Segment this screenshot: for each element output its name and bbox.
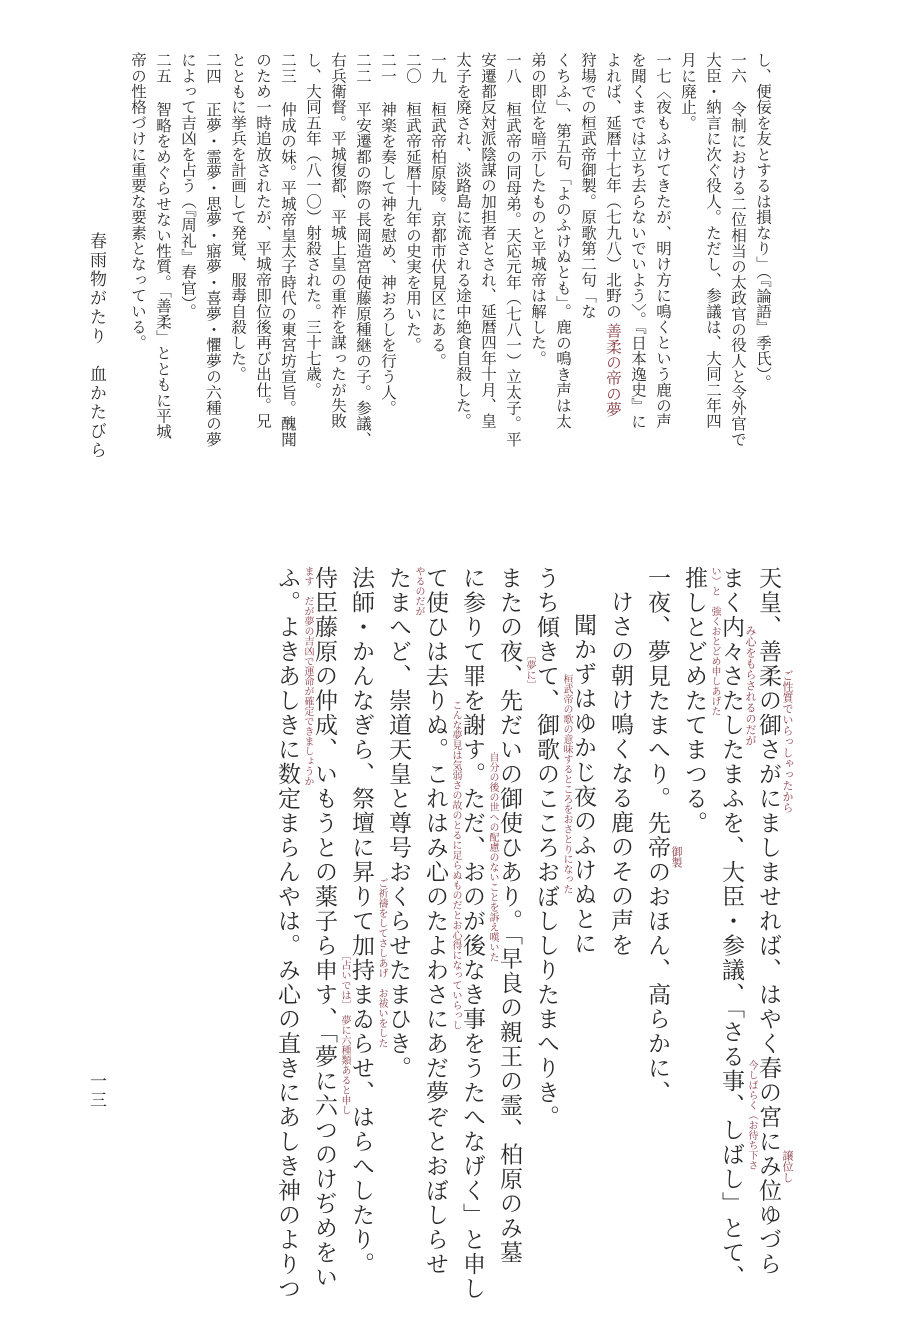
note-line: とともに挙兵を計画して発覚、服毒自殺した。 [229,52,247,382]
main-line: 推しとどめたてまつる。 [681,566,707,836]
note-line: 安遷都反対派陰謀の加担者とされ、延暦四年十月、皇 [479,52,497,429]
gloss: やるのだが [413,566,424,616]
running-head-title: 春雨物がたり 血かたびら [86,232,106,460]
note-line: 狩場での桓武帝御製。原歌第二句「な [579,52,597,319]
note-line: のため一時追放されたが、平城帝即位後再び出仕。兄 [254,52,272,429]
note-line: によって吉凶を占う（『周礼』春官）。 [179,52,197,320]
gloss: み心をもらされるのだが [744,625,757,746]
note-line: 弟の即位を暗示したものと平城帝は解した。 [529,52,547,366]
gloss: 〔夢に〕 [524,650,535,690]
gloss: 〔占いでは〕 夢に六種類あると申し [339,950,350,1115]
gloss: い）と 強くおとどめ申しあげた [709,566,720,716]
note-line: 一九 桓武帝柏原陵。京都市伏見区にある。 [429,52,447,369]
note-line-body: よれば、延暦十七年（七九八）北野の [604,52,622,319]
gloss: 自分の後の世への配慮のないことを訴え嘆いた [487,752,498,962]
gloss: 今しばらく（お待ち下さ [746,1060,757,1170]
main-line: 天皇、善柔の御さがにましませれば、はやく春の宮にみ位ゆづら [755,566,781,1277]
note-line: 太子を廃され、淡路島に流される途中絶食自殺した。 [454,52,472,429]
main-line: 聞かずはゆかじ夜のふけぬとに [570,613,596,956]
gloss: ご祈禱をしてさしあげ お祓いをした [376,878,387,1048]
note-line: 二一 神楽を奏して神を慰め、神おろしを行う人。 [379,52,397,416]
gloss: ご性質でいらっしゃったから [781,670,794,813]
note-line [605,52,621,417]
gloss: 御製 [670,846,683,868]
note-line: 月に廃止。 [679,52,697,131]
note-line: 一七〈夜もふけてきたが、明け方に鳴くという鹿の声 [654,52,672,429]
note-sidehead: 善柔の帝の夢 [604,322,622,418]
main-line: 法師・かんなぎら、祭壇に昇りて加持まゐらせ、はらへしたり。 [348,566,374,1277]
note-line: 大臣・納言に次ぐ役人。ただし、参議は、大同二年四 [704,52,722,429]
main-line: まく内々さたしたまふを、大臣・参議、「さる事、しばし」とて、 [718,566,744,1290]
note-line: 一六 令制における二位相当の太政官の役人と令外官で [729,52,747,447]
main-line: ふ。よきあしきに数定まらんやは。み心の直きにあしき神のよりつ [274,566,300,1301]
gloss: 譲位し [781,1150,794,1183]
note-line: し、大同五年（八一〇）射殺された。三十七歳。 [304,52,322,398]
note-line: 二三 仲成の妹。平城帝皇太子時代の東宮坊宣旨。醜聞 [279,52,297,447]
page-number: 一三 [86,1072,106,1110]
note-line: 二二 平安遷都の際の長岡造宮使藤原種継の子。参議、 [354,52,372,447]
main-line: 侍臣藤原の仲成、いもうとの薬子ら申す、「夢に六つのけぢめをい [311,566,337,1290]
gloss: ます だが夢の吉凶で運命が確定できましょうか [302,566,313,786]
note-line: くちふ」、第五句「よのふけぬとも」。鹿の鳴き声は太 [554,52,572,429]
note-line: し、便佞を友とするは損なり」（『論語』季氏）。 [754,52,772,390]
note-line: 一八 桓武帝の同母弟。天応元年（七八一）立太子。平 [504,52,522,447]
note-line: 右兵衛督。平城復都、平城上皇の重祚を謀ったが失敗 [329,52,347,429]
note-line: 帝の性格づけに重要な要素となっている。 [129,52,147,351]
main-line: 一夜、夢見たまへり。先帝のおほん、高らかに、 [644,566,670,1105]
gloss: こんな夢見は気弱さの故のとるに足らぬものだとお心得になっていらっし [450,700,461,1030]
note-line: 二五 智略をめぐらせない性質。「善柔」とともに平城 [154,52,172,440]
main-line: けさの朝け鳴くなる鹿のその声を [607,590,633,958]
main-line: またの夜、先だいの御使ひあり。「早良の親王の霊、柏原のみ墓 [496,566,522,1265]
note-line: 二四 正夢・霊夢・思夢・寤夢・喜夢・懼夢の六種の夢 [204,52,222,447]
main-line: たまへど、崇道天皇と尊号おくらせたまひき。 [385,566,411,1081]
note-line: を聞くまでは立ち去らないでいよう〉。『日本逸史』に [629,52,647,429]
main-line: て使ひは去りぬ。これはみ心のたよわさにあだ夢ぞとおぼしらせ [422,566,448,1277]
main-line: うち傾きて、御歌のこころおぼししりたまへりき。 [533,566,559,1130]
note-line: 二〇 桓武帝延暦十九年の史実を用いた。 [404,52,422,353]
gloss: 桓武帝の歌の意味するところをおさとりになった [561,674,572,894]
main-line: に参りて罪を謝す。ただ、おのが後なき事をうたへなげく」と申し [459,566,485,1301]
